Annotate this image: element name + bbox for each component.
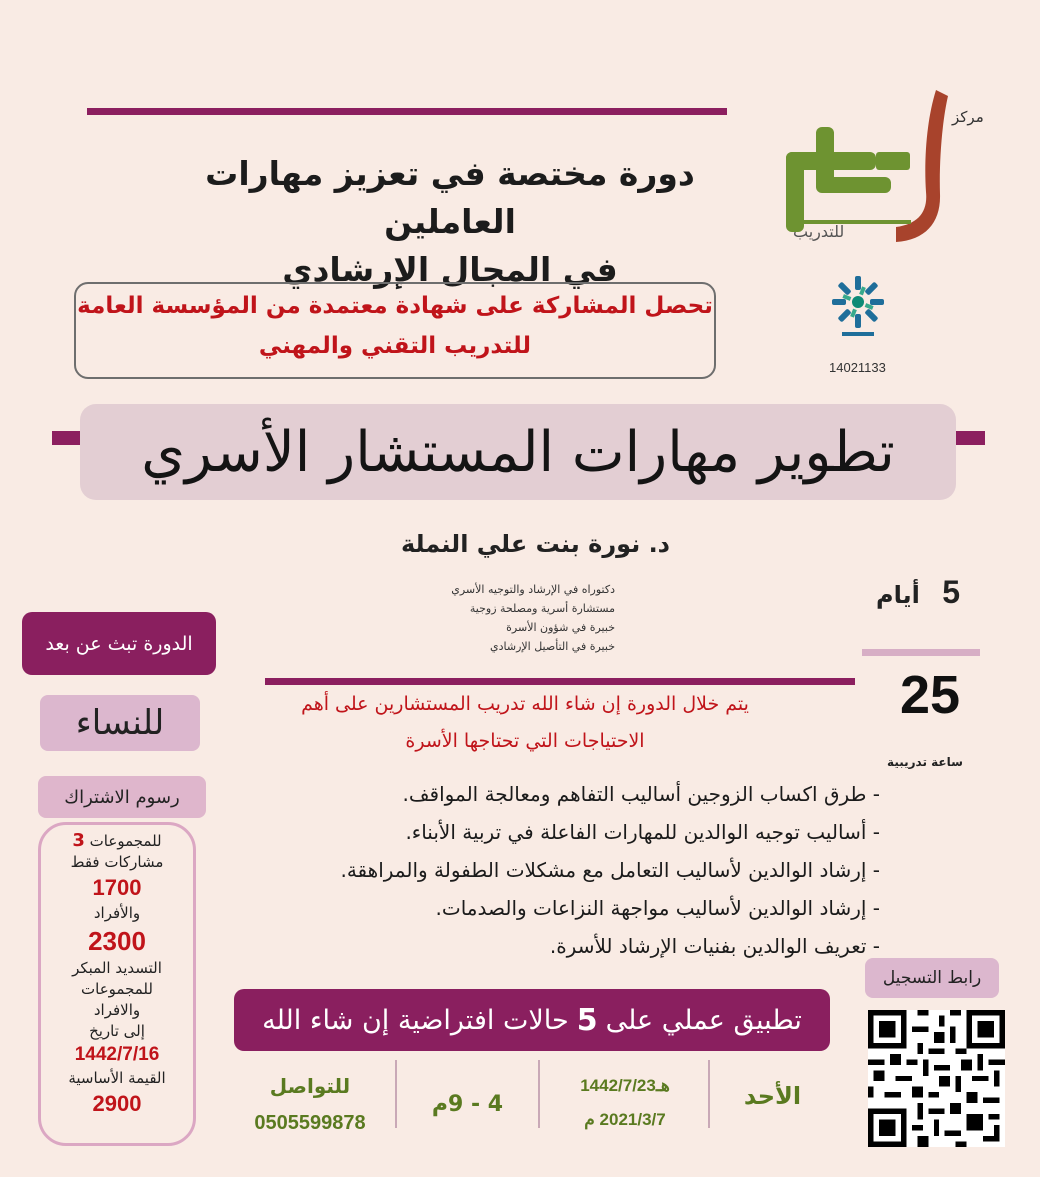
certificate-line-1: تحصل المشاركة على شهادة معتمدة من المؤسسة العامة [77, 293, 713, 319]
schedule-hijri-date: 1442/7/23هـ [580, 1076, 670, 1095]
early-line-4: إلى تاريخ [89, 1022, 145, 1040]
schedule-divider [395, 1060, 397, 1128]
instructor-credentials [380, 580, 615, 656]
topics-list [200, 775, 880, 965]
base-price: 2900 [92, 1091, 142, 1116]
days-count [868, 574, 968, 611]
topic-item: - إرشاد الوالدين لأساليب التعامل مع مشكلات الطفولة والمراهقة. [340, 858, 880, 882]
early-date: 1442/7/16 [74, 1044, 160, 1065]
women-only-badge: للنساء [40, 695, 200, 751]
individual-label: والأفراد [93, 904, 141, 922]
contact-label: للتواصل [269, 1074, 351, 1098]
fees-details [40, 830, 194, 1119]
schedule-gregorian-date: 2021/3/7 م [584, 1110, 666, 1129]
schedule-time: 4 - 9م [431, 1092, 504, 1117]
top-divider [87, 108, 727, 115]
certificate-text [74, 286, 716, 366]
online-badge: الدورة تبث عن بعد [22, 612, 216, 675]
credential-item: مستشارة أسرية ومصلحة زوجية [469, 602, 615, 615]
practice-banner [234, 989, 830, 1051]
course-intro [270, 686, 780, 760]
practice-after: حالات افتراضية إن شاء الله [262, 1004, 569, 1036]
topic-item: - أساليب توجيه الوالدين للمهارات الفاعلة في تربية الأبناء. [405, 820, 880, 844]
hours-number: 25 [899, 665, 961, 725]
subtitle-line-2: في المجال الإرشادي [282, 250, 618, 289]
topic-item: - إرشاد الوالدين لأساليب مواجهة النزاعات والصدمات. [435, 896, 880, 920]
credential-item: خبيرة في شؤون الأسرة [506, 621, 615, 634]
tvtc-emblem-icon [828, 272, 888, 340]
days-label: أيام [876, 581, 920, 609]
individual-price: 2300 [88, 926, 146, 956]
early-line-3: والافراد [93, 1001, 141, 1019]
practice-before: تطبيق عملي على [605, 1004, 802, 1036]
practice-number: 5 [576, 1002, 598, 1038]
days-number: 5 [942, 574, 960, 610]
schedule-divider [538, 1060, 540, 1128]
group-price: 1700 [92, 875, 142, 900]
registration-label: رابط التسجيل [865, 958, 999, 998]
group-prefix: للمجموعات [89, 832, 162, 850]
fees-label: رسوم الاشتراك [38, 776, 206, 818]
credential-item: دكتوراه في الإرشاد والتوجيه الأسري [451, 583, 615, 596]
course-subtitle [150, 150, 750, 294]
topic-item: - تعريف الوالدين بفنيات الإرشاد للأسرة. [549, 934, 880, 958]
subtitle-line-1: دورة مختصة في تعزيز مهارات العاملين [205, 154, 695, 241]
title-accent-right [955, 431, 985, 445]
early-line-2: للمجموعات [81, 980, 153, 998]
duration-divider [862, 649, 980, 656]
registration-qr-code[interactable] [868, 1010, 1005, 1147]
schedule-divider [708, 1060, 710, 1128]
group-suffix: مشاركات فقط [70, 853, 164, 871]
title-accent-left [52, 431, 82, 445]
base-label: القيمة الأساسية [68, 1069, 166, 1087]
course-title: تطوير مهارات المستشار الأسري [141, 420, 895, 485]
topic-item: - طرق اكساب الزوجين أساليب التفاهم ومعالجة المواقف. [402, 782, 880, 806]
certificate-line-2: للتدريب التقني والمهني [258, 333, 532, 359]
hours-label: ساعة تدريبية [887, 755, 963, 769]
middle-divider [265, 678, 855, 685]
logo-caption: للتدريب [793, 222, 845, 241]
early-line-1: التسديد المبكر [72, 959, 162, 977]
contact-phone[interactable]: 0505599878 [254, 1112, 366, 1134]
logo-prefix: مركز [952, 108, 984, 126]
credential-item: خبيرة في التأصيل الإرشادي [490, 640, 615, 653]
intro-line-1: يتم خلال الدورة إن شاء الله تدريب المستشارين على أهم [301, 693, 749, 715]
group-count: 3 [72, 830, 85, 851]
instructor-name: د. نورة بنت علي النملة [400, 530, 670, 558]
intro-line-2: الاحتياجات التي تحتاجها الأسرة [405, 730, 645, 752]
group-line [40, 830, 194, 852]
license-number: 14021133 [829, 360, 886, 375]
schedule-day: الأحد [743, 1082, 802, 1110]
